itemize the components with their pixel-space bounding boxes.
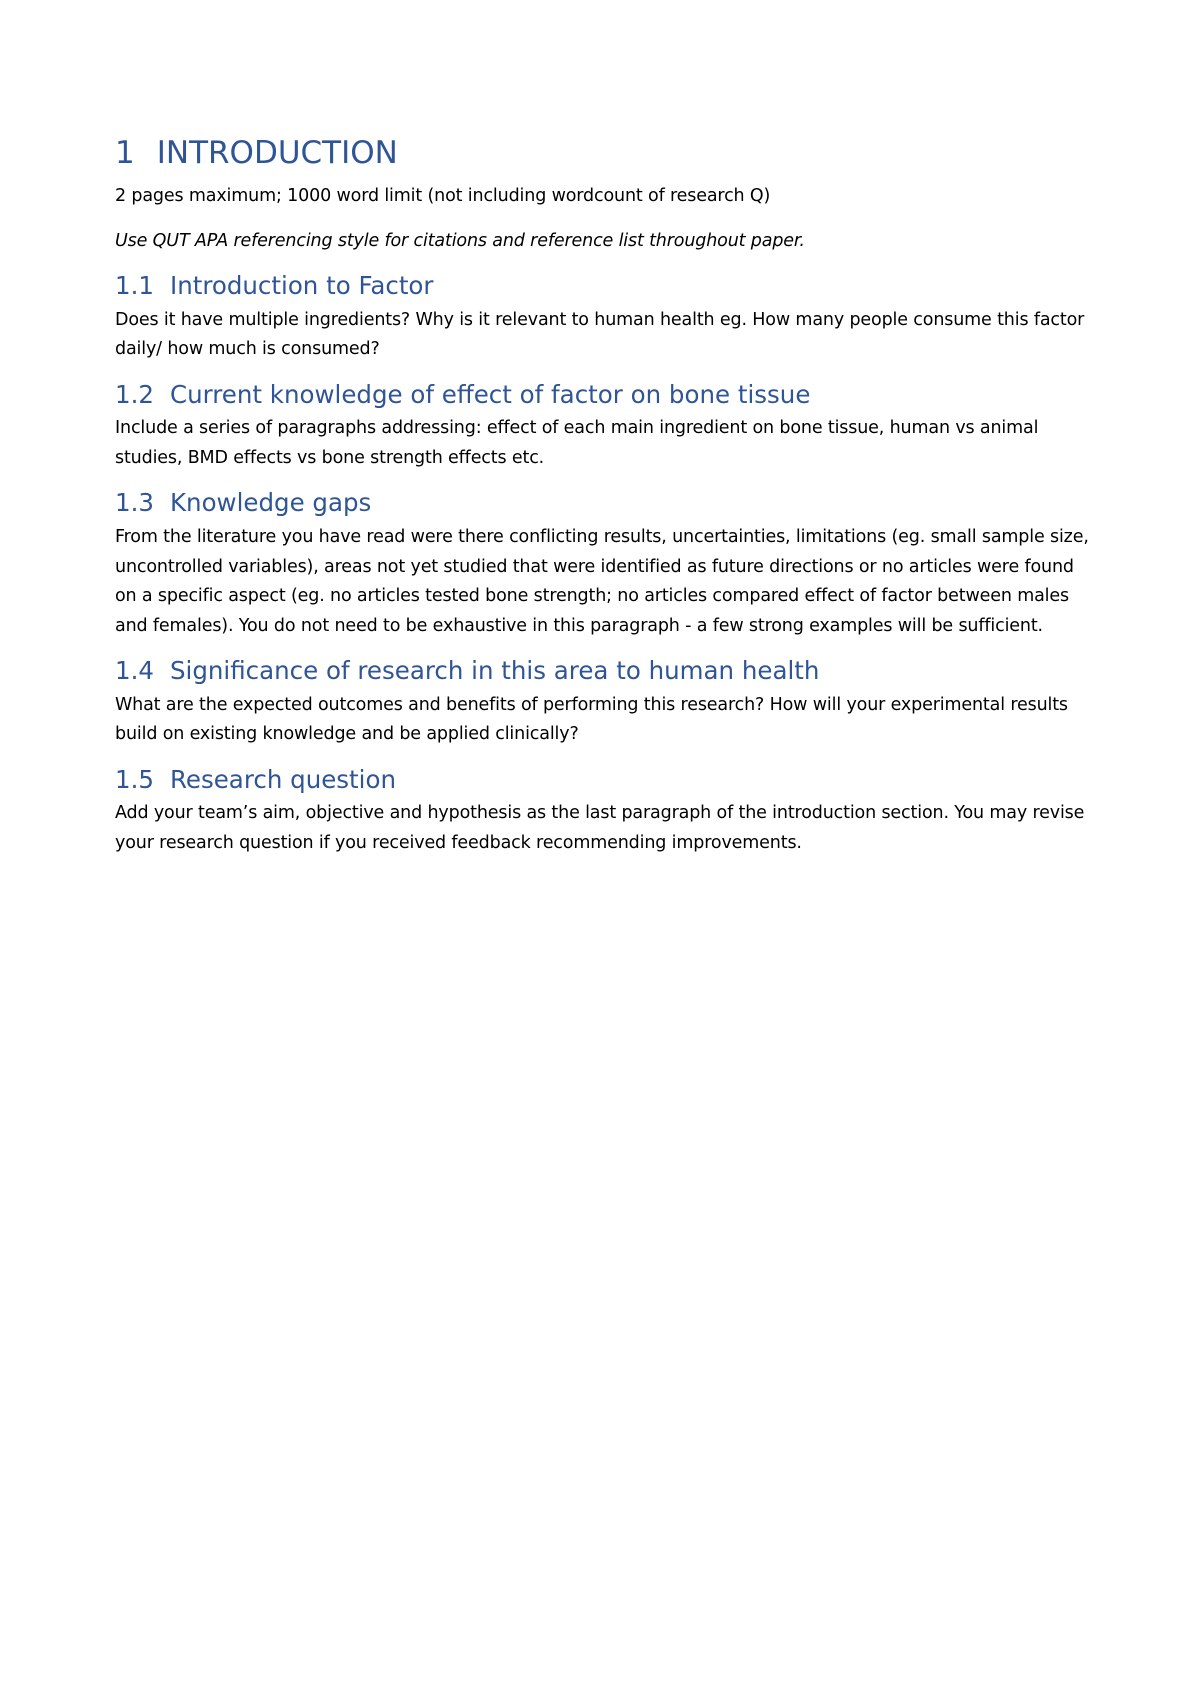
section-knowledge-gaps bbox=[115, 488, 1095, 641]
section-number: 1.4 bbox=[115, 656, 154, 686]
section-introduction-to-factor bbox=[115, 271, 1095, 365]
section-number: 1.5 bbox=[115, 764, 154, 794]
section-significance bbox=[115, 656, 1095, 750]
section-body: What are the expected outcomes and benefits of performing this research? How will your experimental results build on existing knowledge and be applied clinically? bbox=[115, 694, 1068, 745]
heading-introduction bbox=[115, 135, 1095, 172]
page-limit-note: 2 pages maximum; 1000 word limit (not including wordcount of research Q) bbox=[115, 186, 771, 207]
section-title: Knowledge gaps bbox=[169, 488, 372, 518]
section-heading bbox=[115, 656, 1095, 687]
heading-number: 1 bbox=[115, 135, 135, 171]
section-heading bbox=[115, 765, 1095, 796]
section-title: Significance of research in this area to human health bbox=[169, 656, 820, 686]
section-heading bbox=[115, 271, 1095, 302]
section-research-question bbox=[115, 765, 1095, 859]
section-title: Research question bbox=[169, 764, 396, 794]
referencing-note: Use QUT APA referencing style for citations and reference list throughout paper. bbox=[115, 230, 805, 251]
section-title: Introduction to Factor bbox=[169, 271, 434, 301]
section-body: Add your team’s aim, objective and hypothesis as the last paragraph of the introduction section. You may revise your research question if you received feedback recommending improvements. bbox=[115, 803, 1085, 853]
section-number: 1.2 bbox=[115, 379, 154, 409]
heading-title: INTRODUCTION bbox=[156, 135, 398, 171]
section-current-knowledge bbox=[115, 380, 1095, 474]
document-page bbox=[115, 135, 1095, 873]
section-title: Current knowledge of effect of factor on bone tissue bbox=[169, 379, 811, 409]
section-body: Include a series of paragraphs addressing: effect of each main ingredient on bone tissue, human vs animal studies, BMD effects vs bone strength effects etc. bbox=[115, 418, 1039, 468]
section-body: From the literature you have read were there conflicting results, uncertainties, limitations (eg. small sample size, uncontrolled variables), areas not yet studied that were identified as future directions or no articles were found on a specific aspect (eg. no articles tested bone strength; no articles compared effect of factor between males and females). You do not need to be exhaustive in this paragraph - a few strong examples will be sufficient. bbox=[115, 527, 1089, 636]
section-body: Does it have multiple ingredients? Why is it relevant to human health eg. How many people consume this factor daily/ how much is consumed? bbox=[115, 309, 1085, 360]
section-number: 1.1 bbox=[115, 271, 154, 301]
section-heading bbox=[115, 380, 1095, 411]
section-heading bbox=[115, 488, 1095, 519]
section-number: 1.3 bbox=[115, 488, 154, 518]
